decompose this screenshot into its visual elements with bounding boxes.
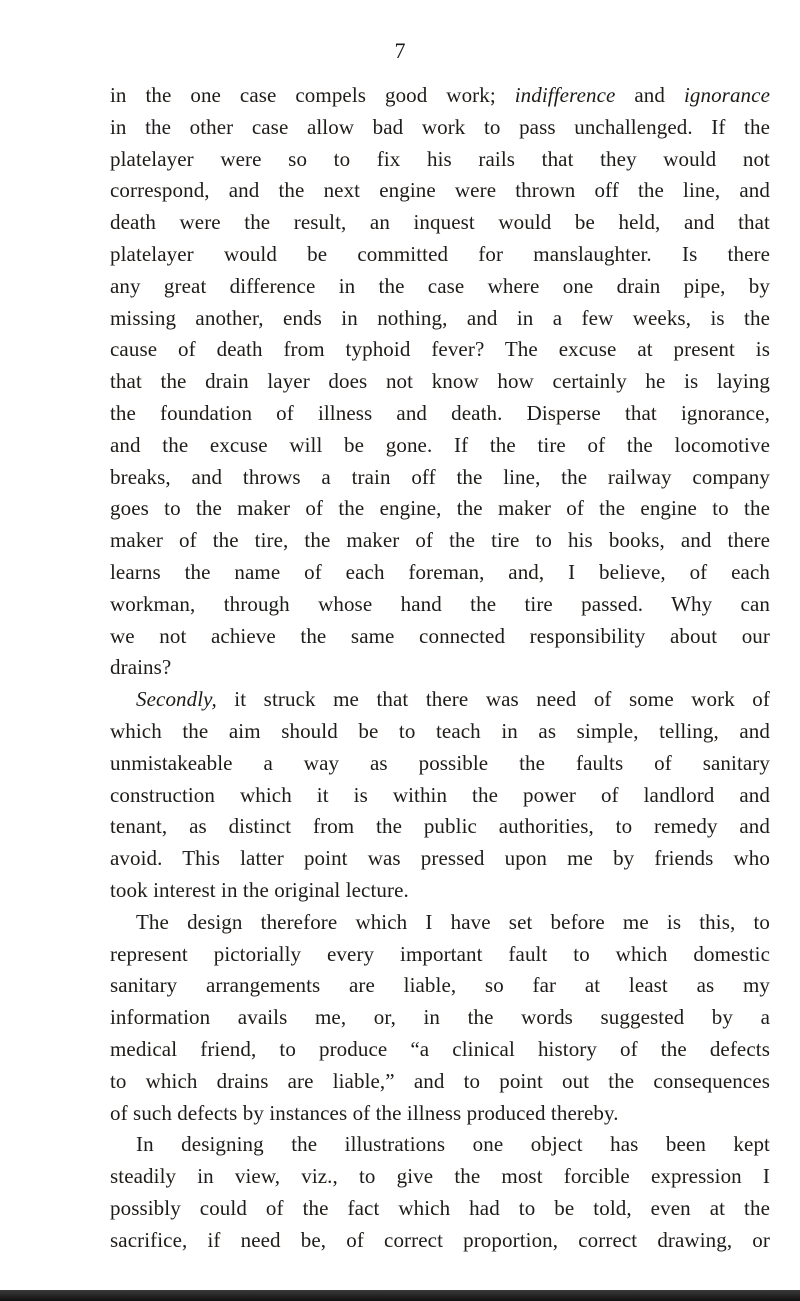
body-text [110, 80, 770, 1256]
text-line [110, 1161, 770, 1193]
line-text: in the other case allow bad work to pass unchallenged. If the [110, 114, 770, 139]
line-text: platelayer were so to fix his rails that they would not [110, 146, 770, 171]
line-text: cause of death from typhoid fever? The excuse at present is [110, 337, 770, 362]
italic-text: ignorance [683, 83, 770, 107]
line-text: medical friend, to produce “a clinical history of the defects [110, 1036, 770, 1061]
line-text: correspond, and the next engine were thrown off the line, and [110, 178, 770, 203]
line-text: In designing the illustrations one object has been kept [136, 1132, 770, 1157]
line-text: avoid. This latter point was pressed upon me by friends who [110, 846, 770, 871]
line-text: any great difference in the case where one drain pipe, by [110, 273, 770, 298]
line-text: to which drains are liable,” and to point out the consequences [110, 1068, 770, 1093]
text-line [110, 557, 770, 589]
text-line [110, 1066, 770, 1098]
text-line [110, 1002, 770, 1034]
page-number: 7 [394, 38, 406, 63]
line-text: workman, through whose hand the tire passed. Why can [110, 591, 770, 616]
text-line [110, 875, 770, 907]
line-text: the foundation of illness and death. Disperse that ignorance, [110, 400, 770, 425]
line-text: in the one case compels good work; [110, 83, 515, 107]
text-line [110, 493, 770, 525]
text-line [110, 239, 770, 271]
line-text: that the drain layer does not know how certainly he is laying [110, 369, 770, 394]
text-line [110, 716, 770, 748]
text-line [110, 271, 770, 303]
text-line [110, 589, 770, 621]
line-text: it struck me that there was need of some work of [216, 687, 770, 712]
text-line [110, 112, 770, 144]
line-text: sanitary arrangements are liable, so far at least as my [110, 973, 770, 998]
line-text: learns the name of each foreman, and, I believe, of each [110, 559, 770, 584]
line-text: and [615, 83, 684, 107]
line-text: which the aim should be to teach in as simple, telling, and [110, 718, 770, 743]
text-line [110, 970, 770, 1002]
line-text: drains? [110, 655, 172, 680]
line-text: missing another, ends in nothing, and in a few weeks, is the [110, 305, 770, 330]
text-line [110, 1034, 770, 1066]
line-text: The design therefore which I have set before me is this, to [136, 909, 770, 934]
line-text: breaks, and throws a train off the line, the railway company [110, 464, 770, 489]
text-line [110, 939, 770, 971]
text-line [110, 80, 770, 112]
text-line [110, 843, 770, 875]
line-text: we not achieve the same connected responsibility about our [110, 623, 770, 648]
line-text: maker of the tire, the maker of the tire to his books, and there [110, 528, 770, 553]
italic-text: Secondly, [136, 687, 217, 712]
text-line [110, 748, 770, 780]
line-text: sacrifice, if need be, of correct proportion, correct drawing, or [110, 1227, 770, 1252]
text-line [110, 621, 770, 653]
text-line [110, 652, 770, 684]
text-line [110, 366, 770, 398]
italic-text: indifference [514, 83, 616, 107]
line-text: construction which it is within the power of landlord and [110, 782, 770, 807]
line-text: and the excuse will be gone. If the tire of the locomotive [110, 432, 770, 457]
text-line [110, 144, 770, 176]
line-text: information avails me, or, in the words suggested by a [110, 1005, 770, 1030]
line-text: steadily in view, viz., to give the most forcible expression I [110, 1164, 770, 1189]
line-text: possibly could of the fact which had to be told, even at the [110, 1195, 770, 1220]
line-text: took interest in the original lecture. [110, 877, 409, 902]
line-text: death were the result, an inquest would be held, and that [110, 210, 770, 235]
text-line [110, 1129, 770, 1161]
text-line [110, 1193, 770, 1225]
text-line [110, 684, 770, 716]
text-line [110, 907, 770, 939]
line-text: goes to the maker of the engine, the maker of the engine to the [110, 496, 770, 521]
text-line [110, 207, 770, 239]
text-line [110, 175, 770, 207]
text-line [110, 398, 770, 430]
text-line [110, 334, 770, 366]
text-line [110, 1225, 770, 1257]
text-line [110, 1098, 770, 1130]
text-line [110, 303, 770, 335]
text-line [110, 811, 770, 843]
text-line [110, 462, 770, 494]
line-text: platelayer would be committed for manslaughter. Is there [110, 241, 770, 266]
text-line [110, 780, 770, 812]
line-text: tenant, as distinct from the public authorities, to remedy and [110, 814, 770, 839]
page-bottom-edge [0, 1290, 800, 1301]
line-text: unmistakeable a way as possible the faults of sanitary [110, 750, 770, 775]
text-line [110, 430, 770, 462]
text-line [110, 525, 770, 557]
line-text: of such defects by instances of the illness produced thereby. [110, 1100, 619, 1125]
line-text: represent pictorially every important fault to which domestic [110, 941, 770, 966]
